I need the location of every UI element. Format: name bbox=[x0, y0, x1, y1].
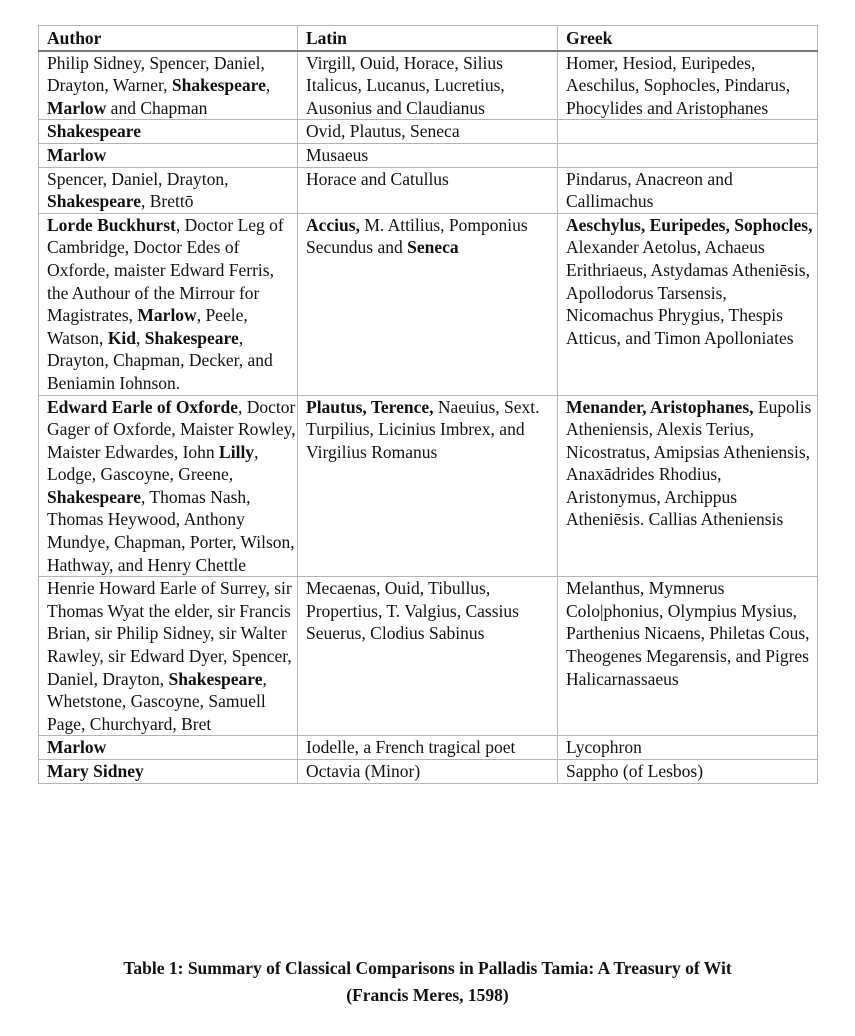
cell-greek bbox=[558, 395, 818, 577]
name-text: Philip Sidney, Spencer, Daniel, Drayton, Warner, bbox=[47, 52, 265, 96]
table-row bbox=[39, 120, 818, 144]
name-text: , Brettō bbox=[141, 191, 194, 212]
bold-name-text: Marlow bbox=[137, 305, 197, 326]
cell-greek bbox=[558, 213, 818, 395]
header-author: Author bbox=[39, 26, 298, 51]
table-row bbox=[39, 167, 818, 213]
name-text: , Drayton, Chapman, Decker, and Beniamin Iohnson. bbox=[47, 327, 273, 393]
name-text: Henrie Howard Earle of Surrey, sir Thomas Wyat the elder, sir Francis Brian, sir Philip Sidney, sir Walter Rawley, sir Edward Dyer, Spencer, Daniel, Drayton, bbox=[47, 578, 292, 689]
name-text: Octavia (Minor) bbox=[306, 761, 421, 781]
name-text: M. Attilius, Pomponius Secundus and bbox=[306, 214, 528, 258]
bold-name-text: Edward Earle of Oxforde bbox=[47, 396, 239, 417]
cell-author bbox=[39, 120, 298, 144]
bold-name-text: Shakespeare bbox=[168, 668, 263, 689]
table-row bbox=[39, 577, 818, 736]
bold-name-text: Marlow bbox=[47, 97, 107, 118]
bold-name-text: Aeschylus, Euripedes, Sophocles, bbox=[566, 214, 813, 235]
bold-name-text: Shakespeare bbox=[171, 75, 266, 96]
name-text: Homer, Hesiod, Euripedes, Aeschilus, Sophocles, Pindarus, Phocylides and Aristophanes bbox=[566, 52, 791, 118]
bold-name-text: Shakespeare bbox=[47, 121, 141, 142]
cell-author bbox=[39, 736, 298, 760]
cell-latin bbox=[298, 577, 558, 736]
name-text: Ovid, Plautus, Seneca bbox=[306, 121, 460, 142]
bold-name-text: Shakespeare bbox=[47, 191, 141, 212]
bold-name-text: Plautus, Terence, bbox=[306, 396, 434, 417]
cell-author bbox=[39, 167, 298, 213]
cell-author bbox=[39, 760, 298, 784]
cell-greek bbox=[558, 736, 818, 760]
name-text: , Whetstone, Gascoyne, Samuell Page, Churchyard, Bret bbox=[47, 668, 267, 734]
bold-name-text: Marlow bbox=[47, 144, 107, 165]
caption-line-1: Table 1: Summary of Classical Comparisons in Palladis Tamia: A Treasury of Wit bbox=[123, 958, 732, 978]
cell-author bbox=[39, 51, 298, 120]
name-text: , Lodge, Gascoyne, Greene, bbox=[47, 441, 259, 485]
name-text: and Chapman bbox=[106, 97, 208, 118]
cell-latin bbox=[298, 760, 558, 784]
name-text: Virgill, Ouid, Horace, Silius Italicus, Lucanus, Lucretius, Ausonius and Claudianus bbox=[306, 52, 505, 118]
bold-name-text: Lorde Buckhurst bbox=[47, 214, 176, 235]
table-caption bbox=[0, 955, 855, 1009]
bold-name-text: Accius, bbox=[306, 214, 360, 235]
table-row bbox=[39, 51, 818, 120]
cell-latin bbox=[298, 736, 558, 760]
name-text: Iodelle, a French tragical poet bbox=[306, 737, 516, 758]
cell-greek bbox=[558, 577, 818, 736]
bold-name-text: Lilly bbox=[219, 441, 255, 462]
name-text: , bbox=[265, 75, 271, 96]
table-row bbox=[39, 736, 818, 760]
table-body bbox=[39, 51, 818, 784]
comparison-table bbox=[38, 25, 818, 784]
name-text: Sappho (of Lesbos) bbox=[566, 761, 704, 781]
header-greek: Greek bbox=[558, 26, 818, 51]
name-text: Mecaenas, Ouid, Tibullus, Propertius, T. Valgius, Cassius Seuerus, Clodius Sabinus bbox=[306, 578, 519, 644]
table-row bbox=[39, 395, 818, 577]
header-latin: Latin bbox=[298, 26, 558, 51]
cell-author bbox=[39, 143, 298, 167]
name-text: Naeuius, Sext. Turpilius, Licinius Imbrex, and Virgilius Romanus bbox=[306, 396, 540, 462]
name-text: Pindarus, Anacreon and Callimachus bbox=[566, 168, 733, 212]
cell-greek bbox=[558, 167, 818, 213]
cell-author bbox=[39, 577, 298, 736]
name-text: Eupolis Atheniensis, Alexis Terius, Nicostratus, Amipsias Atheniensis, Anaxādrides Rhodius, Aristonymus, Archippus Atheniēsis. Callias Atheniensis bbox=[566, 396, 812, 530]
bold-name-text: Shakespeare bbox=[47, 486, 141, 507]
name-text: Horace and Catullus bbox=[306, 168, 449, 189]
bold-name-text: Marlow bbox=[47, 737, 107, 758]
cell-author bbox=[39, 395, 298, 577]
cell-latin bbox=[298, 120, 558, 144]
cell-greek bbox=[558, 143, 818, 167]
name-text: , bbox=[136, 327, 145, 348]
bold-name-text: Mary Sidney bbox=[47, 761, 144, 781]
name-text: Spencer, Daniel, Drayton, bbox=[47, 168, 229, 189]
cell-greek bbox=[558, 760, 818, 784]
bold-name-text: Seneca bbox=[407, 237, 459, 258]
bold-name-text: Menander, Aristophanes, bbox=[566, 396, 754, 417]
cell-author bbox=[39, 213, 298, 395]
caption-line-2: (Francis Meres, 1598) bbox=[346, 985, 509, 1005]
cell-latin bbox=[298, 395, 558, 577]
cell-latin bbox=[298, 213, 558, 395]
name-text: Lycophron bbox=[566, 737, 642, 758]
cell-latin bbox=[298, 167, 558, 213]
table-row bbox=[39, 143, 818, 167]
cell-greek bbox=[558, 51, 818, 120]
header-row bbox=[39, 26, 818, 51]
name-text: , Doctor Leg of Cambridge, Doctor Edes of Oxforde, maister Edward Ferris, the Authour of the Mirrour for Magistrates, bbox=[47, 214, 284, 326]
name-text: , Doctor Gager of Oxforde, Maister Rowley, Maister Edwardes, Iohn bbox=[47, 396, 296, 462]
name-text: Melanthus, Mymnerus Colo|phonius, Olympius Mysius, Parthenius Nicaens, Philetas Cous, Theogenes Megarensis, and Pigres Halicarnassaeus bbox=[566, 578, 810, 689]
bold-name-text: Kid bbox=[107, 327, 137, 348]
bold-name-text: Shakespeare bbox=[144, 327, 239, 348]
table-row bbox=[39, 213, 818, 395]
comparison-table-container bbox=[38, 25, 817, 784]
table-row bbox=[39, 760, 818, 784]
cell-greek bbox=[558, 120, 818, 144]
cell-latin bbox=[298, 51, 558, 120]
name-text: , Thomas Nash, Thomas Heywood, Anthony Mundye, Chapman, Porter, Wilson, Hathway, and Henry Chettle bbox=[47, 486, 295, 575]
name-text: Alexander Aetolus, Achaeus Erithriaeus, Astydamas Atheniēsis, Apollodorus Tarsensis, Nicomachus Phrygius, Thespis Atticus, and Timon Apolloniates bbox=[566, 237, 810, 348]
name-text: , Peele, Watson, bbox=[47, 305, 248, 348]
name-text: Musaeus bbox=[306, 144, 369, 165]
cell-latin bbox=[298, 143, 558, 167]
